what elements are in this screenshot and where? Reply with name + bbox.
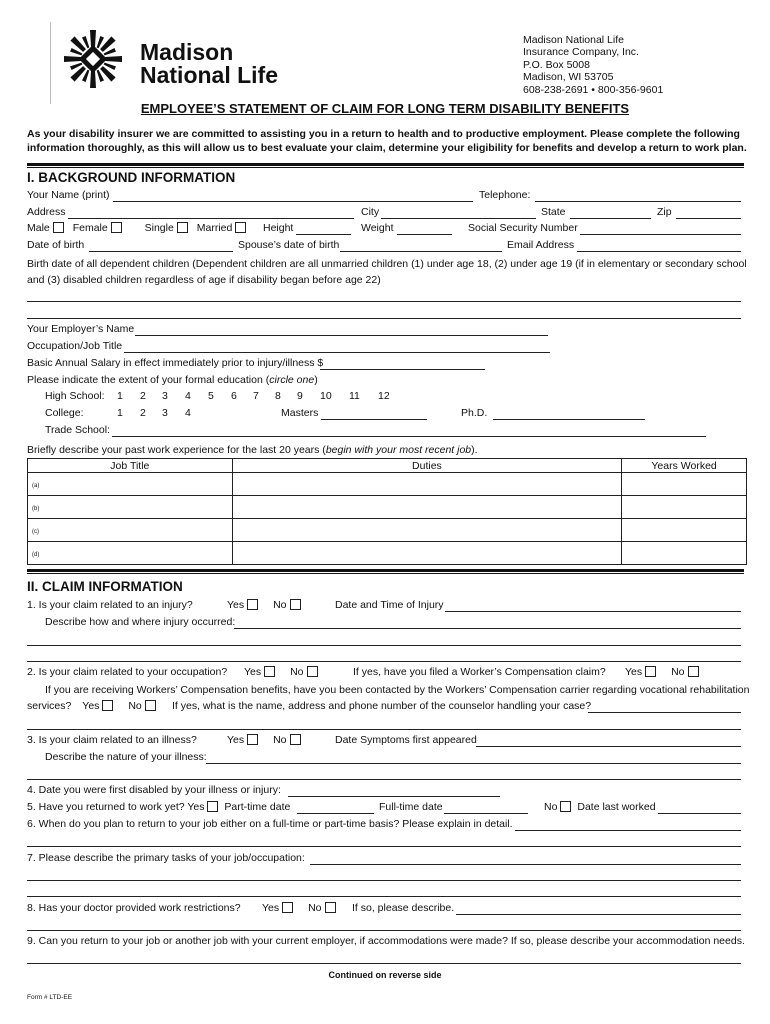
row-label: (a): [32, 483, 40, 489]
weight-field[interactable]: [397, 234, 452, 235]
yes-label: Yes: [187, 801, 205, 813]
q7-field[interactable]: [27, 880, 741, 881]
header-divider: [50, 22, 51, 104]
yes-label: Yes: [244, 666, 262, 678]
q4-field[interactable]: [288, 796, 500, 797]
employer-label: Your Employer’s Name: [27, 323, 135, 335]
job-title-cell[interactable]: [28, 496, 233, 519]
dependents-line: Birth date of all dependent children (Dependent children are all unmarried children (1) under age 18, (2) under age 19 (if in elementary or secondary school: [27, 258, 747, 270]
section-heading-background: I. BACKGROUND INFORMATION: [27, 170, 236, 185]
no-label: No: [290, 666, 304, 678]
hs-option[interactable]: 5: [208, 390, 214, 402]
spouse-dob-label: Spouse’s date of birth: [238, 239, 340, 251]
q2-services-row: [27, 700, 156, 713]
hs-option[interactable]: 1: [117, 390, 123, 402]
q8-options: [262, 902, 336, 915]
male-checkbox[interactable]: [53, 222, 64, 233]
q5-label: [27, 801, 290, 814]
q1-date-field[interactable]: [445, 611, 741, 612]
hs-option[interactable]: 11: [349, 390, 360, 402]
trade-school-label: Trade School:: [45, 424, 110, 436]
job-title-cell[interactable]: [28, 519, 233, 542]
yes-label: Yes: [227, 599, 245, 611]
q1-describe-field[interactable]: [27, 661, 741, 662]
q2-no-checkbox[interactable]: [307, 666, 318, 677]
q8-yes-checkbox[interactable]: [282, 902, 293, 913]
female-checkbox[interactable]: [111, 222, 122, 233]
dependents-line: and (3) disabled children regardless of age if disability began before age 22): [27, 274, 381, 286]
education-text: Please indicate the extent of your formal education (: [27, 374, 270, 386]
duties-cell[interactable]: [232, 496, 621, 519]
q3-no-checkbox[interactable]: [290, 734, 301, 745]
row-label: (b): [32, 506, 40, 512]
no-label: No: [544, 801, 558, 813]
q1-label: 1. Is your claim related to an injury?: [27, 599, 193, 611]
years-cell[interactable]: [622, 473, 747, 496]
hs-option[interactable]: 3: [162, 390, 168, 402]
yes-label: Yes: [625, 666, 643, 678]
state-field[interactable]: [570, 218, 651, 219]
education-label: [27, 374, 318, 387]
male-label: Male: [27, 222, 50, 234]
college-option[interactable]: 2: [140, 407, 146, 419]
q1-describe-label: Describe how and where injury occurred:: [45, 616, 236, 628]
work-exp-close: ).: [471, 444, 478, 456]
q8-label: 8. Has your doctor provided work restrictions?: [27, 902, 241, 914]
table-row: [28, 473, 747, 496]
years-cell[interactable]: [622, 542, 747, 565]
spouse-dob-field[interactable]: [340, 251, 502, 252]
logo-text-national-life: National Life: [140, 62, 279, 88]
work-experience-table: [27, 458, 747, 565]
job-title-cell[interactable]: [28, 473, 233, 496]
q2-line2: If you are receiving Workers’ Compensation benefits, have you been contacted by the Workers’ Compensation carrier regarding vocational rehabilitation: [45, 684, 750, 696]
address-line: Madison National Life: [523, 34, 624, 46]
q3-nature-field[interactable]: [206, 763, 741, 764]
logo-text-madison: Madison: [140, 39, 234, 65]
masters-label: Masters: [281, 407, 319, 419]
table-header-row: [28, 459, 747, 473]
no-label: No: [128, 700, 142, 712]
college-option[interactable]: 4: [185, 407, 191, 419]
years-worked-header: Years Worked: [622, 459, 747, 473]
q8-field[interactable]: [456, 914, 741, 915]
address-line: Insurance Company, Inc.: [523, 46, 639, 59]
high-school-label: High School:: [45, 390, 105, 402]
married-label: Married: [196, 222, 233, 234]
telephone-label: Telephone:: [479, 189, 531, 201]
row-label: (d): [32, 552, 40, 558]
no-label: No: [273, 599, 287, 611]
intro-line: information thoroughly, as this will allow us to best evaluate your claim, determine your eligibility for benefits and develop a return to work plan.: [27, 142, 747, 154]
q2-wc-no-checkbox[interactable]: [688, 666, 699, 677]
q3-nature-field[interactable]: [27, 779, 741, 780]
q8-no-checkbox[interactable]: [325, 902, 336, 913]
q4-label: 4. Date you were first disabled by your illness or injury:: [27, 784, 281, 796]
hs-option[interactable]: 9: [297, 390, 303, 402]
q3-yes-checkbox[interactable]: [247, 734, 258, 745]
q7-label: 7. Please describe the primary tasks of your job/occupation:: [27, 852, 305, 864]
q9-field[interactable]: [27, 963, 741, 964]
ssn-label: Social Security Number: [468, 222, 578, 234]
row-label: (c): [32, 529, 39, 535]
q8-describe-label: If so, please describe.: [352, 902, 455, 914]
address-line: 608-238-2691 • 800-356-9601: [523, 83, 664, 96]
section-rule: [27, 569, 744, 572]
q9-label: 9. Can you return to your job or another job with your current employer, if accommodations were made? If so, please describe your accommodation needs.: [27, 935, 745, 947]
section-rule: [27, 163, 744, 166]
name-field[interactable]: [113, 201, 473, 202]
q1-no-checkbox[interactable]: [290, 599, 301, 610]
q3-nature-label: Describe the nature of your illness:: [45, 751, 207, 763]
hs-option[interactable]: 2: [140, 390, 146, 402]
q2-options: [244, 666, 318, 679]
years-cell[interactable]: [622, 519, 747, 542]
occupation-field[interactable]: [124, 352, 550, 353]
q3-date-label: Date Symptoms first appeared: [335, 734, 477, 746]
height-field[interactable]: [296, 234, 351, 235]
services-label: services?: [27, 700, 72, 712]
state-label: State: [541, 206, 566, 218]
hs-option[interactable]: 8: [275, 390, 281, 402]
continued-note: Continued on reverse side: [328, 970, 442, 980]
last-worked-field[interactable]: [658, 813, 741, 814]
q2-wc-options: [625, 666, 699, 679]
dependents-field[interactable]: [27, 301, 741, 302]
q8-field[interactable]: [27, 930, 741, 931]
zip-field[interactable]: [676, 218, 741, 219]
education-close: ): [314, 374, 318, 386]
q2-counselor-field[interactable]: [27, 729, 741, 730]
height-label: Height: [263, 222, 294, 234]
intro-text: [27, 127, 747, 155]
q7-field[interactable]: [310, 864, 741, 865]
q6-field[interactable]: [27, 846, 741, 847]
city-field[interactable]: [381, 218, 536, 219]
company-address: [523, 34, 663, 96]
dependents-field[interactable]: [27, 318, 741, 319]
form-number: Form # LTD-EE: [27, 994, 73, 1001]
address-line: Madison, WI 53705: [523, 71, 614, 84]
work-exp-text: Briefly describe your past work experience for the last 20 years (: [27, 444, 326, 456]
hs-option[interactable]: 4: [185, 390, 191, 402]
years-cell[interactable]: [622, 496, 747, 519]
college-option[interactable]: 1: [117, 407, 123, 419]
q1-yes-checkbox[interactable]: [247, 599, 258, 610]
q5-yes-checkbox[interactable]: [207, 801, 218, 812]
address-field[interactable]: [68, 218, 354, 219]
address-label: Address: [27, 206, 66, 218]
full-time-label: Full-time date: [379, 801, 443, 813]
company-logo-icon: [62, 28, 124, 90]
q2-yes-checkbox[interactable]: [264, 666, 275, 677]
phd-field[interactable]: [493, 419, 645, 420]
name-label: Your Name (print): [27, 189, 110, 201]
last-worked-label: Date last worked: [577, 801, 656, 813]
zip-label: Zip: [657, 206, 672, 218]
duties-header: Duties: [232, 459, 621, 473]
q6-label: 6. When do you plan to return to your job either on a full-time or part-time basis? Please explain in detail.: [27, 818, 513, 830]
trade-school-field[interactable]: [112, 436, 706, 437]
yes-label: Yes: [227, 734, 245, 746]
no-label: No: [308, 902, 322, 914]
table-row: [28, 496, 747, 519]
occupation-label: Occupation/Job Title: [27, 340, 123, 352]
education-circle-one: circle one: [269, 374, 315, 386]
email-field[interactable]: [577, 251, 741, 252]
hs-option[interactable]: 6: [231, 390, 237, 402]
q1-describe-field[interactable]: [27, 645, 741, 646]
q3-options: [227, 734, 301, 747]
duties-cell[interactable]: [232, 473, 621, 496]
yes-label: Yes: [262, 902, 280, 914]
q2-services-yes-checkbox[interactable]: [102, 700, 113, 711]
address-line: P.O. Box 5008: [523, 58, 590, 71]
gender-marital-row: [27, 222, 246, 235]
dependents-text: [27, 256, 747, 288]
q5-no-row: [544, 801, 656, 814]
section-heading-claim: II. CLAIM INFORMATION: [27, 579, 183, 594]
q6-field[interactable]: [515, 830, 741, 831]
dob-label: Date of birth: [27, 239, 85, 251]
intro-line: As your disability insurer we are committed to assisting you in a return to health and to productive employment. Please complete the following: [27, 128, 740, 140]
hs-option[interactable]: 12: [378, 390, 390, 402]
q1-describe-field[interactable]: [234, 628, 741, 629]
q2-services-no-checkbox[interactable]: [145, 700, 156, 711]
q2-label: 2. Is your claim related to your occupation?: [27, 666, 228, 678]
hs-option[interactable]: 10: [320, 390, 332, 402]
q2-wc-yes-checkbox[interactable]: [645, 666, 656, 677]
single-checkbox[interactable]: [177, 222, 188, 233]
work-experience-label: [27, 444, 478, 457]
section-rule: [27, 573, 744, 574]
dob-field[interactable]: [89, 251, 233, 252]
q2-counselor-label: If yes, what is the name, address and phone number of the counselor handling your case?: [172, 700, 592, 712]
section-rule: [27, 167, 744, 168]
telephone-field[interactable]: [535, 201, 741, 202]
salary-label: Basic Annual Salary in effect immediately prior to injury/illness $: [27, 357, 324, 369]
work-exp-italic: begin with your most recent job: [325, 444, 472, 456]
q2-counselor-field[interactable]: [588, 712, 741, 713]
masters-field[interactable]: [321, 419, 427, 420]
married-checkbox[interactable]: [235, 222, 246, 233]
full-time-field[interactable]: [444, 813, 528, 814]
single-label: Single: [144, 222, 174, 234]
q5-no-checkbox[interactable]: [560, 801, 571, 812]
duties-cell[interactable]: [232, 519, 621, 542]
job-title-cell[interactable]: [28, 542, 233, 565]
salary-field[interactable]: [320, 369, 485, 370]
form-title: EMPLOYEE’S STATEMENT OF CLAIM FOR LONG TERM DISABILITY BENEFITS: [140, 101, 630, 116]
no-label: No: [671, 666, 685, 678]
table-row: [28, 519, 747, 542]
female-label: Female: [72, 222, 108, 234]
hs-option[interactable]: 7: [253, 390, 259, 402]
q3-label: 3. Is your claim related to an illness?: [27, 734, 197, 746]
phd-label: Ph.D.: [461, 407, 488, 419]
q2-wc-label: If yes, have you filed a Worker’s Compensation claim?: [353, 666, 606, 678]
q3-date-field[interactable]: [476, 746, 741, 747]
q1-options: [227, 599, 301, 612]
q5-text: 5. Have you returned to work yet?: [27, 801, 185, 813]
q1-date-label: Date and Time of Injury: [335, 599, 444, 611]
college-option[interactable]: 3: [162, 407, 168, 419]
weight-label: Weight: [361, 222, 394, 234]
table-row: [28, 542, 747, 565]
city-label: City: [361, 206, 380, 218]
part-time-field[interactable]: [297, 813, 374, 814]
yes-label: Yes: [82, 700, 100, 712]
duties-cell[interactable]: [232, 542, 621, 565]
email-label: Email Address: [507, 239, 575, 251]
job-title-header: Job Title: [28, 459, 233, 473]
employer-field[interactable]: [135, 335, 548, 336]
college-label: College:: [45, 407, 84, 419]
part-time-label: Part-time date: [224, 801, 291, 813]
ssn-field[interactable]: [580, 234, 741, 235]
no-label: No: [273, 734, 287, 746]
q7-field[interactable]: [27, 896, 741, 897]
